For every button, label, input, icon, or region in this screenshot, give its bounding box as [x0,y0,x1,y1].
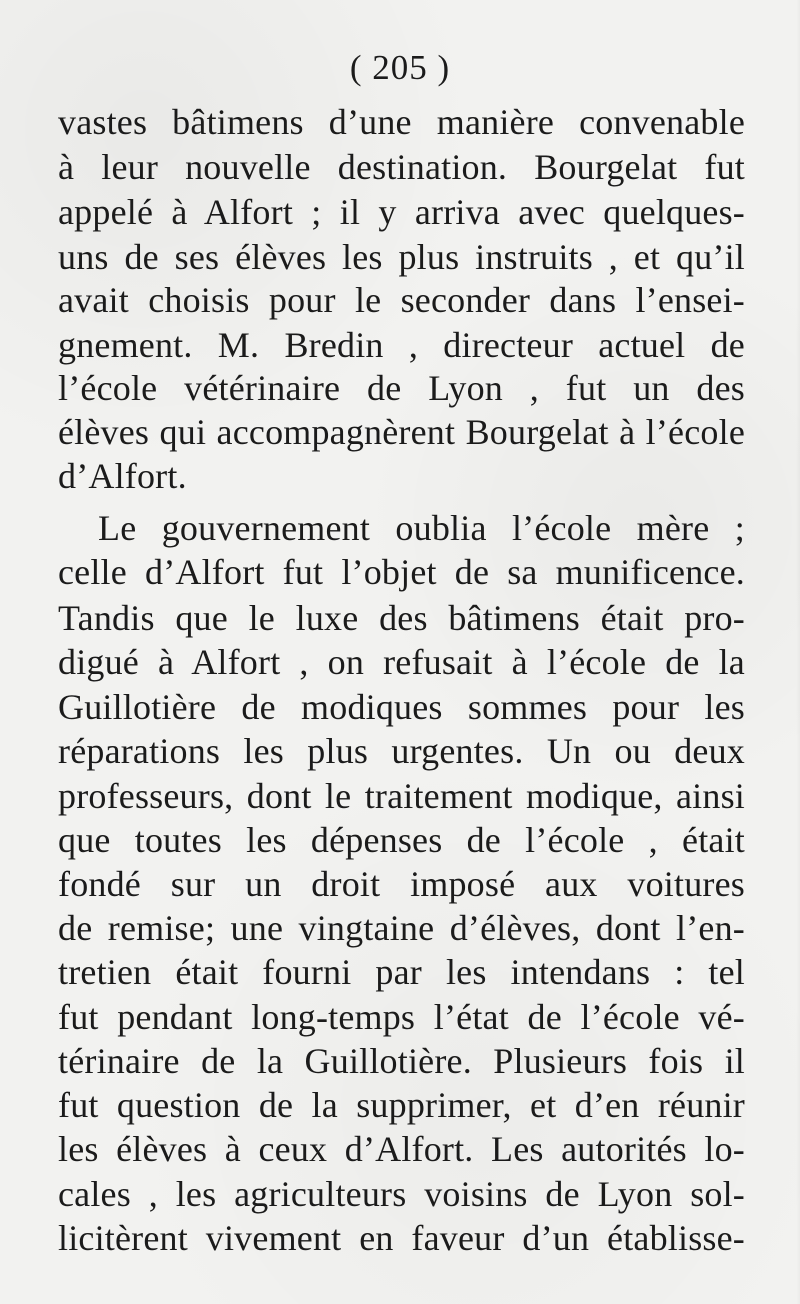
text-line: Guillotière de modiques sommes pour les [58,687,745,727]
text-line: uns de ses élèves les plus instruits , et qu’il [58,237,745,277]
text-line: les élèves à ceux d’Alfort. Les autorités lo- [58,1129,745,1169]
text-line: vastes bâtimens d’une manière convenable [58,102,745,142]
text-line: à leur nouvelle destination. Bourgelat fut [58,147,745,187]
text-line: l’école vétérinaire de Lyon , fut un des [58,368,745,408]
text-line: de remise; une vingtaine d’élèves, dont l’en- [58,908,745,948]
page-edge-shadow [796,0,800,1304]
paragraph-start-line: Le gouvernement oublia l’école mère ; [98,508,745,548]
text-line: réparations les plus urgentes. Un ou deux [58,731,745,771]
text-line: fut question de la supprimer, et d’en réunir [58,1085,745,1125]
text-line: fondé sur un droit imposé aux voitures [58,864,745,904]
text-line: térinaire de la Guillotière. Plusieurs fois il [58,1041,745,1081]
text-line: tretien était fourni par les intendans : tel [58,952,745,992]
text-line: cales , les agriculteurs voisins de Lyon sol- [58,1174,745,1214]
text-line: avait choisis pour le seconder dans l’ensei- [58,280,745,320]
text-line: fut pendant long-temps l’état de l’école vé- [58,997,745,1037]
text-line: Tandis que le luxe des bâtimens était pro- [58,598,745,638]
paragraph-end-line: d’Alfort. [58,456,187,496]
text-line: que toutes les dépenses de l’école , était [58,820,745,860]
text-line: professeurs, dont le traitement modique, ainsi [58,776,745,816]
text-line: gnement. M. Bredin , directeur actuel de [58,325,745,365]
text-line: élèves qui accompagnèrent Bourgelat à l’école [58,412,745,452]
text-line: licitèrent vivement en faveur d’un établisse- [58,1218,745,1258]
page-number: ( 205 ) [349,48,451,87]
text-line: appelé à Alfort ; il y arriva avec quelques- [58,192,745,232]
text-line: digué à Alfort , on refusait à l’école de la [58,642,745,682]
text-line: celle d’Alfort fut l’objet de sa munificence. [58,552,745,592]
